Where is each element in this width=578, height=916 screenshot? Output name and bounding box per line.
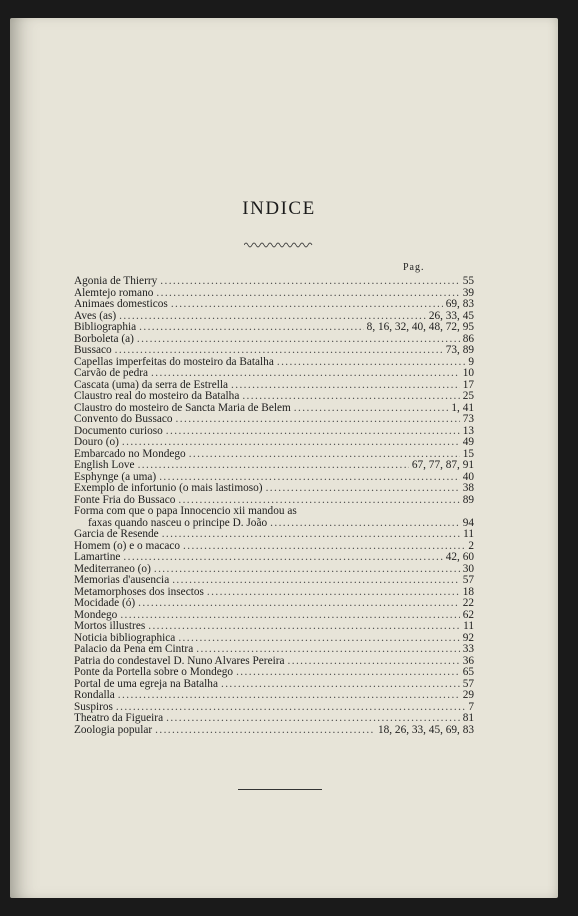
dot-leader (172, 575, 460, 587)
entry-pages: 18 (462, 585, 474, 598)
dot-leader (115, 345, 443, 357)
index-entry (74, 713, 474, 725)
entry-title: Lamartine (74, 551, 121, 563)
entry-pages: 94 (462, 516, 474, 529)
page-title: INDICE (242, 198, 316, 219)
dot-leader (294, 403, 449, 415)
entry-title: Suspiros (74, 700, 113, 713)
dot-leader (154, 564, 460, 576)
entry-pages: 73, 89 (445, 344, 474, 356)
entry-pages: 57 (462, 677, 474, 690)
dot-leader (242, 391, 459, 403)
dot-leader (221, 679, 460, 691)
entry-pages: 49 (462, 436, 474, 448)
index-entry (74, 552, 474, 564)
entry-title: English Love (74, 459, 135, 471)
entry-pages: 11 (463, 620, 474, 632)
entry-pages: 15 (462, 447, 474, 460)
entry-title: Claustro real do mosteiro da Batalha (74, 390, 240, 402)
dot-leader (277, 357, 466, 369)
entry-pages: 36 (462, 654, 474, 667)
dot-leader (288, 656, 460, 668)
dot-leader (123, 552, 442, 564)
entry-title: Mocidade (ó) (74, 597, 136, 609)
entry-title: Exemplo de infortunio (o mais lastimoso) (74, 482, 263, 494)
entry-pages: 13 (462, 424, 474, 437)
entry-title: Carvão de pedra (74, 367, 149, 379)
entry-pages: 73 (462, 413, 474, 425)
index-entry (74, 598, 474, 610)
dot-leader (231, 380, 460, 392)
entry-title: Portal de uma egreja na Batalha (74, 677, 218, 690)
entry-pages: 18, 26, 33, 45, 69, 83 (377, 723, 474, 736)
ornament-divider (244, 240, 314, 248)
entry-pages: 9 (468, 355, 474, 368)
entry-pages: 67, 77, 87, 91 (411, 459, 474, 471)
index-entry (74, 529, 474, 541)
entry-pages: 10 (462, 367, 474, 379)
entry-title: Garcia de Resende (74, 528, 159, 540)
entry-title: Mediterraneo (o) (74, 562, 151, 575)
entry-title: Zoologia popular (74, 723, 153, 736)
entry-title: Patria do condestavel D. Nuno Alvares Pereira (74, 654, 285, 667)
index-entry (74, 276, 474, 288)
entry-pages: 89 (462, 493, 474, 506)
entry-title: Homem (o) e o macaco (74, 539, 181, 552)
entry-title: Esphynge (a uma) (74, 470, 157, 483)
dot-leader (166, 426, 460, 438)
dot-leader (118, 690, 460, 702)
dot-leader (151, 368, 460, 380)
entry-title: Agonia de Thierry (74, 275, 158, 287)
entry-pages: 30 (462, 562, 474, 575)
entry-pages: 25 (462, 390, 474, 402)
entry-title: Cascata (uma) da serra de Estrella (74, 378, 228, 391)
dot-leader (166, 713, 460, 725)
entry-title: Animaes domesticos (74, 298, 168, 310)
dot-leader (148, 621, 460, 633)
entry-title: Claustro do mosteiro de Sancta Maria de Belem (74, 401, 291, 414)
entry-pages: 65 (462, 666, 474, 678)
entry-title: Bussaco (74, 344, 112, 356)
index-entry (74, 460, 474, 472)
index-entry (74, 322, 474, 334)
entry-title: Bibliographia (74, 321, 137, 333)
dot-leader (270, 518, 460, 530)
entry-pages: 81 (462, 712, 474, 724)
index-entry (74, 345, 474, 357)
dot-leader (176, 414, 460, 426)
entry-title: Palacio da Pena em Cintra (74, 643, 194, 655)
entry-title: Documento curioso (74, 424, 163, 437)
entry-title: Alemtejo romano (74, 286, 154, 299)
dot-leader (122, 437, 460, 449)
entry-pages: 7 (468, 700, 474, 713)
entry-title: Mondego (74, 608, 118, 621)
dot-leader (156, 288, 459, 300)
index-entry (74, 725, 474, 737)
entry-pages: 92 (462, 631, 474, 644)
entry-title: Mortos illustres (74, 620, 146, 632)
entry-pages: 11 (463, 528, 474, 540)
entry-pages: 62 (462, 608, 474, 621)
dot-leader (162, 529, 460, 541)
dot-leader (196, 644, 459, 656)
entry-title: Rondalla (74, 689, 115, 701)
index-entry (74, 483, 474, 495)
dot-leader (207, 587, 460, 599)
entry-pages: 26, 33, 45 (428, 309, 474, 322)
index-entry (74, 299, 474, 311)
entry-pages: 86 (462, 332, 474, 345)
index-entry (74, 575, 474, 587)
index-entry (74, 541, 474, 553)
entry-title: Borboleta (a) (74, 332, 134, 345)
index-entry (74, 679, 474, 691)
entry-pages: 40 (462, 470, 474, 483)
bottom-rule (238, 789, 322, 790)
dot-leader (155, 725, 375, 737)
entry-title: Metamorphoses dos insectos (74, 585, 204, 598)
entry-pages: 2 (468, 539, 474, 552)
dot-leader (178, 633, 459, 645)
entry-title: Forma com que o papa Innocencio xii mandou as (74, 505, 297, 517)
entry-pages: 1, 41 (451, 401, 474, 414)
dot-leader (160, 276, 459, 288)
entry-pages: 29 (462, 689, 474, 701)
entry-title: Theatro da Figueira (74, 712, 164, 724)
entry-pages: 17 (462, 378, 474, 391)
index-entry (74, 667, 474, 679)
index-entry (74, 368, 474, 380)
dot-leader (236, 667, 460, 679)
index-entry (74, 690, 474, 702)
index-entry (74, 506, 474, 518)
dot-leader (138, 598, 460, 610)
entry-title: Douro (o) (74, 436, 119, 448)
index-entry (74, 621, 474, 633)
index-entry (74, 334, 474, 346)
entry-title: Fonte Fria do Bussaco (74, 493, 176, 506)
dot-leader (137, 334, 460, 346)
entry-title: Ponte da Portella sobre o Mondego (74, 666, 234, 678)
entry-pages: 42, 60 (445, 551, 474, 563)
index-entry (74, 426, 474, 438)
dot-leader (139, 322, 364, 334)
page-column-header: Pag. (403, 262, 425, 273)
entry-title: Capellas imperfeitas do mosteiro da Batalha (74, 355, 274, 368)
entry-pages: 8, 16, 32, 40, 48, 72, 95 (366, 321, 474, 333)
entry-title: Embarcado no Mondego (74, 447, 186, 460)
entry-pages: 57 (462, 574, 474, 586)
entry-pages: 38 (462, 482, 474, 494)
entry-title: Convento do Bussaco (74, 413, 173, 425)
dot-leader (183, 541, 465, 553)
entry-title: faxas quando nasceu o principe D. João (88, 516, 268, 529)
index-entry (74, 414, 474, 426)
index-entry (74, 644, 474, 656)
entry-pages: 69, 83 (445, 298, 474, 310)
entry-pages: 33 (462, 643, 474, 655)
dot-leader (266, 483, 460, 495)
index-list (74, 276, 474, 736)
index-entry (74, 391, 474, 403)
entry-title: Aves (as) (74, 309, 117, 322)
entry-pages: 55 (462, 275, 474, 287)
entry-title: Memorias d'ausencia (74, 574, 170, 586)
dot-leader (120, 610, 459, 622)
index-entry (74, 437, 474, 449)
entry-pages: 22 (462, 597, 474, 609)
dot-leader (138, 460, 409, 472)
entry-pages: 39 (462, 286, 474, 299)
dot-leader (116, 702, 465, 714)
entry-title: Noticia bibliographica (74, 631, 176, 644)
dot-leader (171, 299, 443, 311)
